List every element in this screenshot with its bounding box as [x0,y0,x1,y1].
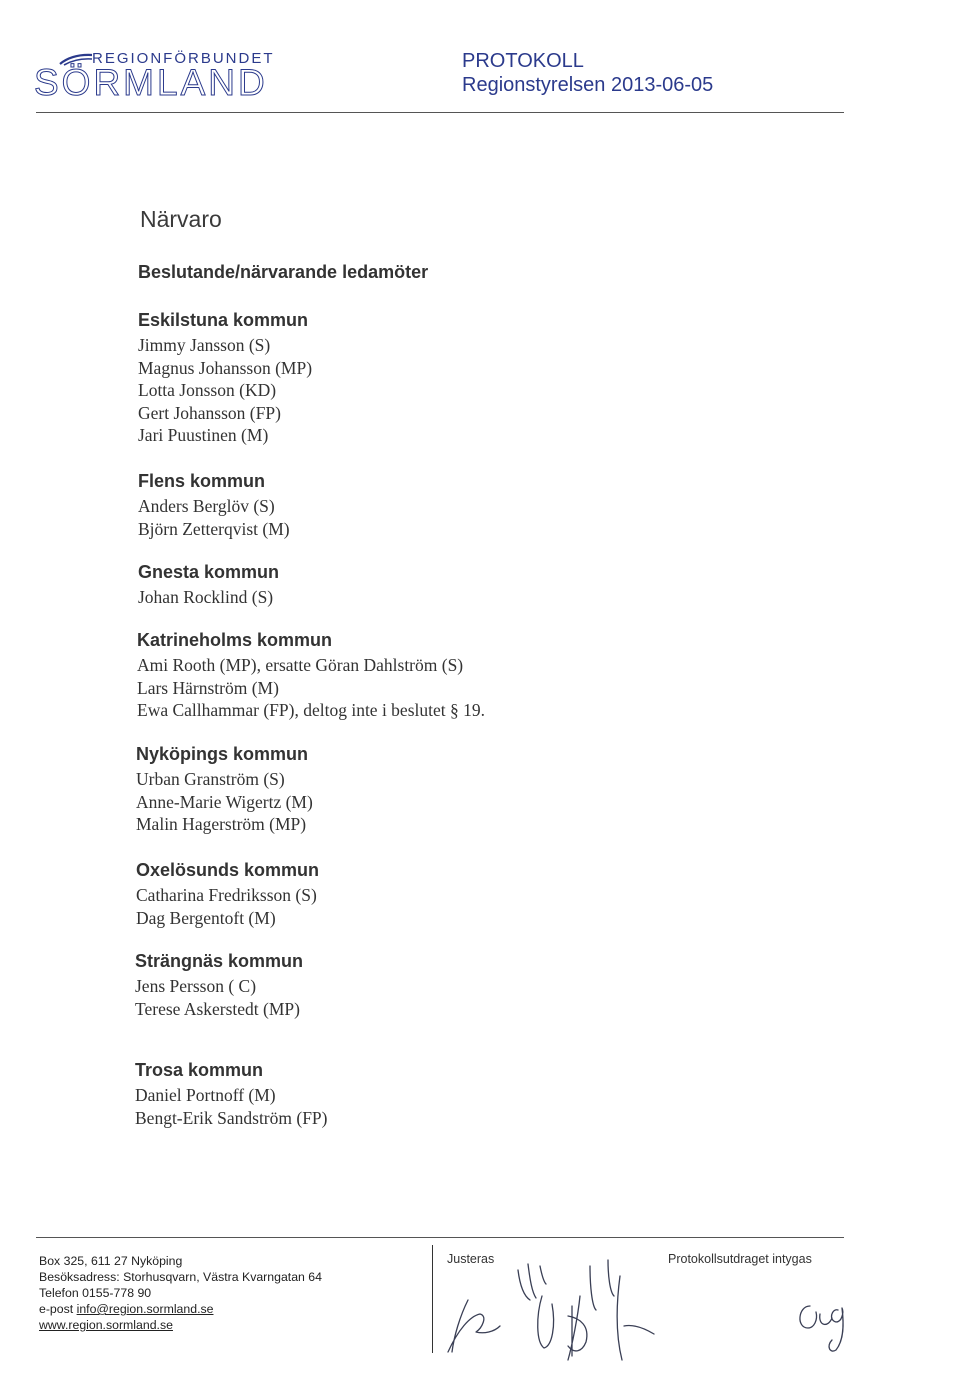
footer-divider [36,1237,844,1238]
member: Ami Rooth (MP), ersatte Göran Dahlström (S) [137,655,464,675]
member: Bengt-Erik Sandström (FP) [135,1107,328,1128]
justeras-label: Justeras [447,1252,495,1266]
footer-vertical-divider [432,1245,433,1353]
section-heading: Närvaro [140,206,222,232]
member: Johan Rocklind (S) [138,587,274,607]
footer-address [39,1253,322,1333]
group-flen [138,469,290,540]
member: Anne-Marie Wigertz (M) [136,791,313,812]
member: Urban Granström (S) [136,769,285,789]
logo-org-main: SÖRMLAND [34,62,268,103]
group-trosa [135,1058,328,1129]
member: Gert Johansson (FP) [138,402,281,423]
group-nykoping [136,742,313,836]
member: Anders Berglöv (S) [138,496,275,516]
header-divider [36,112,844,113]
logo [34,50,275,103]
member: Malin Hagerström (MP) [136,814,307,835]
intygas-label: Protokollsutdraget intygas [668,1252,812,1266]
group-katrineholm [137,628,485,722]
member: Lars Härnström (M) [137,677,279,698]
member: Ewa Callhammar (FP), deltog inte i beslutet § 19. [137,700,485,721]
subheading: Beslutande/närvarande ledamöter [138,262,429,282]
group-eskilstuna [138,308,312,447]
address-line: Telefon 0155-778 90 [39,1286,152,1300]
member: Björn Zetterqvist (M) [138,518,290,539]
email-prefix: e-post [39,1302,77,1316]
group-title: Gnesta kommun [138,562,280,582]
group-title: Trosa kommun [135,1060,264,1080]
email-line [39,1301,322,1317]
group-title: Eskilstuna kommun [138,310,309,330]
member: Catharina Fredriksson (S) [136,885,317,905]
member: Daniel Portnoff (M) [135,1085,276,1105]
logo-org-top: REGIONFÖRBUNDET [92,50,275,67]
group-strangnas [135,949,303,1020]
signature-initials-icon [440,1256,670,1366]
group-title: Oxelösunds kommun [136,860,320,880]
group-oxelosund [136,858,319,929]
address-line: Box 325, 611 27 Nyköping [39,1254,183,1268]
group-title: Nyköpings kommun [136,744,309,764]
member: Terese Askerstedt (MP) [135,998,300,1019]
document-type: PROTOKOLL [462,50,584,72]
group-title: Katrineholms kommun [137,630,333,650]
group-title: Strängnäs kommun [135,951,304,971]
website-link[interactable]: www.region.sormland.se [39,1318,173,1332]
member: Jari Puustinen (M) [138,425,269,446]
group-title: Flens kommun [138,471,266,491]
group-gnesta [138,560,279,609]
document-subtitle: Regionstyrelsen 2013-06-05 [462,74,714,96]
member: Magnus Johansson (MP) [138,357,313,378]
member: Dag Bergentoft (M) [136,907,276,928]
signature-certified-icon [788,1284,858,1364]
member: Jens Persson ( C) [135,976,257,996]
member: Jimmy Jansson (S) [138,335,271,355]
email-link[interactable]: info@region.sormland.se [76,1302,214,1316]
address-line: Besöksadress: Storhusqvarn, Västra Kvarngatan 64 [39,1270,322,1284]
member: Lotta Jonsson (KD) [138,380,277,401]
